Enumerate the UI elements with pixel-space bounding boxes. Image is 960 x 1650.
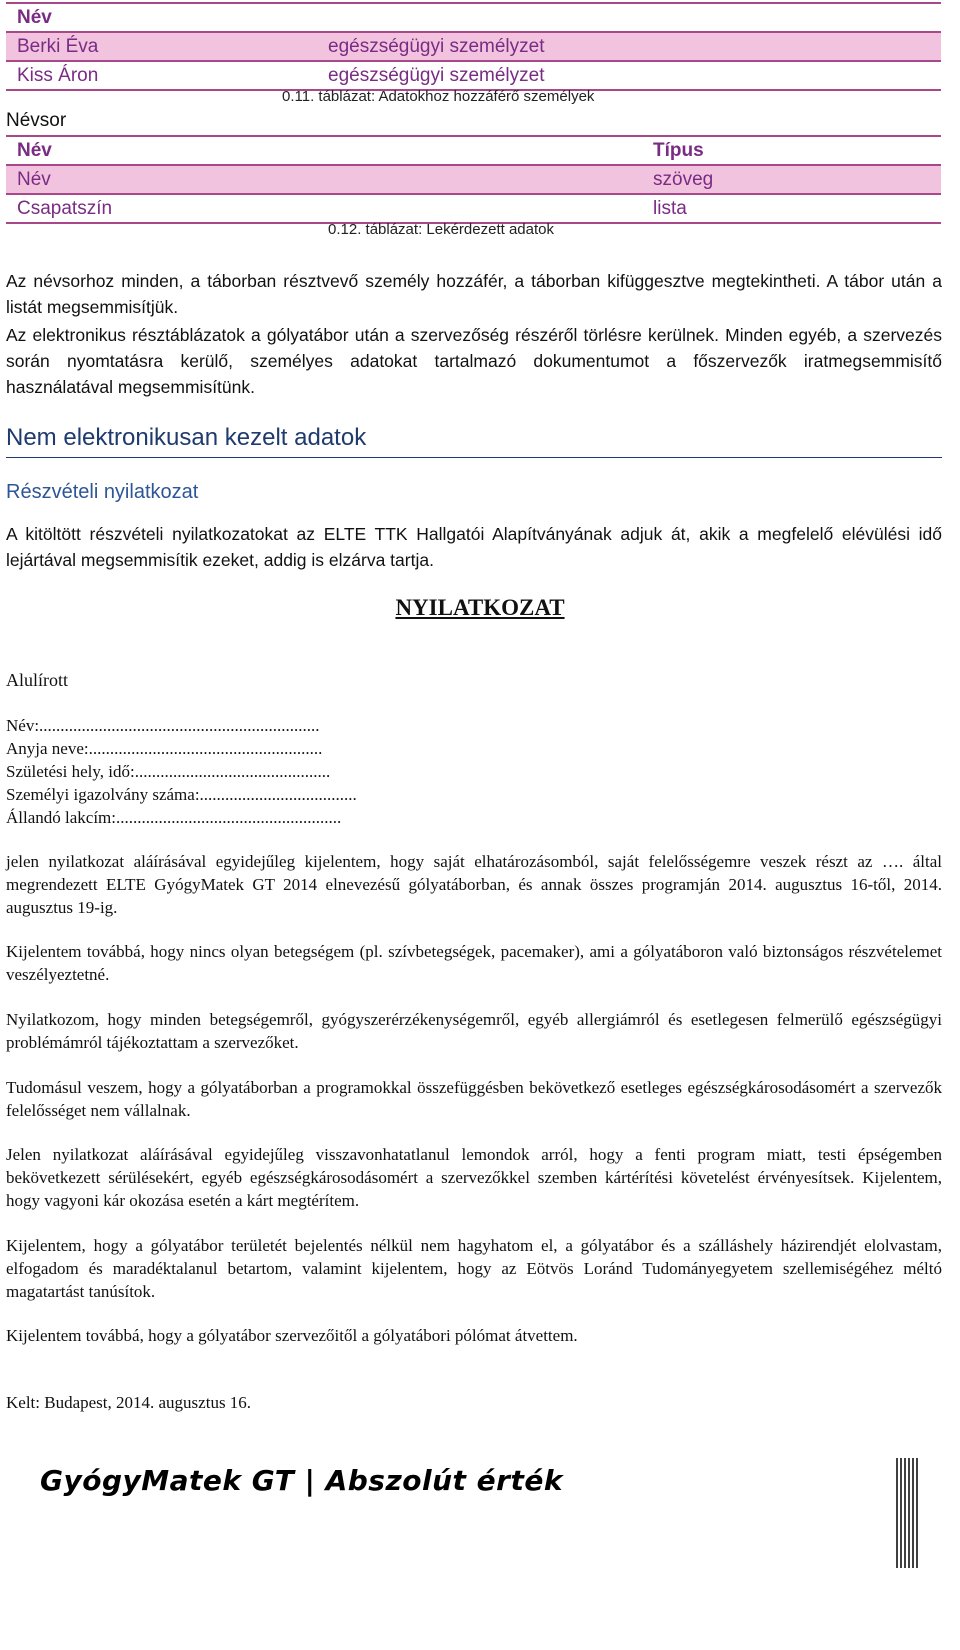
access-table	[6, 4, 941, 91]
table-cell-name: Berki Éva	[17, 36, 99, 57]
declaration-date-line: Kelt: Budapest, 2014. augusztus 16.	[6, 1393, 252, 1412]
declaration-paragraph: Kijelentem továbbá, hogy nincs olyan betegségem (pl. szívbetegségek, pacemaker), ami a gólyatáboron való biztonságos részvételemet veszélyeztetné.	[6, 942, 942, 984]
field-mother-name: Anyja neve:.......................................................	[6, 739, 323, 758]
table-header-name: Név	[17, 7, 52, 28]
subsection-heading: Részvételi nyilatkozat	[6, 481, 199, 503]
field-address: Állandó lakcím:.....................................................	[6, 808, 342, 827]
section-heading: Nem elektronikusan kezelt adatok	[6, 424, 367, 451]
table-cell-role: egészségügyi személyzet	[328, 65, 545, 86]
field-name: Név:..................................................................	[6, 716, 320, 735]
table-row	[6, 62, 941, 91]
footer-decorative-bars-icon	[896, 1458, 920, 1568]
table-cell-role: egészségügyi személyzet	[328, 36, 545, 57]
declaration-paragraph: Jelen nyilatkozat aláírásával egyidejűleg visszavonhatatlanul lemondok arról, hogy a fenti program miatt, testi épségemben bekövetkezett sérülésekért, egyéb egészségkárosodásomért a szervezőkkel szemben kártérítési követelést érvényesítsek. Kijelentem, hogy vagyoni kár okozása esetén a kárt megtérítem.	[6, 1145, 942, 1210]
table-header-row	[6, 137, 941, 166]
table-cell-name: Csapatszín	[17, 198, 113, 219]
table-caption: 0.12. táblázat: Lekérdezett adatok	[328, 221, 554, 238]
field-birth-place-date: Születési hely, idő:..............................................	[6, 762, 331, 781]
table-title: Névsor	[6, 110, 67, 131]
declaration-paragraph: Nyilatkozom, hogy minden betegségemről, gyógyszerérzékenységemről, egyéb allergiámról és esetlegesen felmerülő egészségügyi problémámról tájékoztattam a szervezőket.	[6, 1010, 942, 1052]
table-row	[6, 33, 941, 62]
paragraph-deletion: Az elektronikus résztáblázatok a gólyatábor után a szervezőség részéről törlésre kerülnek. Minden egyéb, a szervezés során nyomtatásra kerülő, személyes adatokat tartalmazó dokumentumot a főszervezők iratmegsemmisítő használatával megsemmisítünk.	[6, 325, 942, 397]
section-heading-rule	[6, 457, 942, 458]
footer-logo: GyógyMatek GT | Abszolút érték	[40, 1464, 563, 1497]
declaration-paragraph: Tudomásul veszem, hogy a gólyatáborban a programokkal összefüggésben bekövetkező esetleges egészségkárosodásomért a szervezők felelősséget nem vállalnak.	[6, 1078, 942, 1120]
query-table	[6, 137, 941, 224]
table-cell-type: lista	[653, 198, 687, 219]
table-caption: 0.11. táblázat: Adatokhoz hozzáférő személyek	[282, 88, 595, 105]
table-row	[6, 166, 941, 195]
declaration-paragraph: jelen nyilatkozat aláírásával egyidejűleg kijelentem, hogy saját elhatározásomból, saját felelősségemre veszek részt az …. által megrendezett ELTE GyógyMatek GT 2014 elnevezésű gólyatáborban, és annak összes programján 2014. augusztus 16-től, 2014. augusztus 19-ig.	[6, 852, 942, 917]
declaration-paragraph: Kijelentem, hogy a gólyatábor területét bejelentés nélkül nem hagyhatom el, a gólyatábor és a szálláshely házirendjét elolvastam, elfogadom és maradéktalanul betartom, valamint kijelentem, hogy az Eötvös Loránd Tudományegyetem szellemiségéhez méltó magatartást tanúsítok.	[6, 1236, 942, 1301]
table-cell-name: Kiss Áron	[17, 65, 99, 86]
table-header-name: Név	[17, 140, 52, 161]
paragraph-declarations: A kitöltött részvételi nyilatkozatokat az ELTE TTK Hallgatói Alapítványának adjuk át, akik a megfelelő elévülési idő lejártával megsemmisítik ezeket, addig is elzárva tartja.	[6, 524, 942, 570]
declaration-paragraph: Kijelentem továbbá, hogy a gólyatábor szervezőitől a gólyatábori pólómat átvettem.	[6, 1326, 578, 1345]
table-header-row	[6, 4, 941, 33]
paragraph-list-access: Az névsorhoz minden, a táborban résztvevő személy hozzáfér, a táborban kifüggesztve megtekintheti. A tábor után a listát megsemmisítjük.	[6, 271, 942, 317]
table-cell-type: szöveg	[653, 169, 714, 190]
declaration-intro: Alulírott	[6, 670, 68, 690]
table-cell-name: Név	[17, 169, 51, 190]
declaration-title: NYILATKOZAT	[395, 595, 565, 620]
table-row	[6, 195, 941, 224]
table-header-type: Típus	[653, 140, 704, 161]
field-id-number: Személyi igazolvány száma:.....................................	[6, 785, 357, 804]
